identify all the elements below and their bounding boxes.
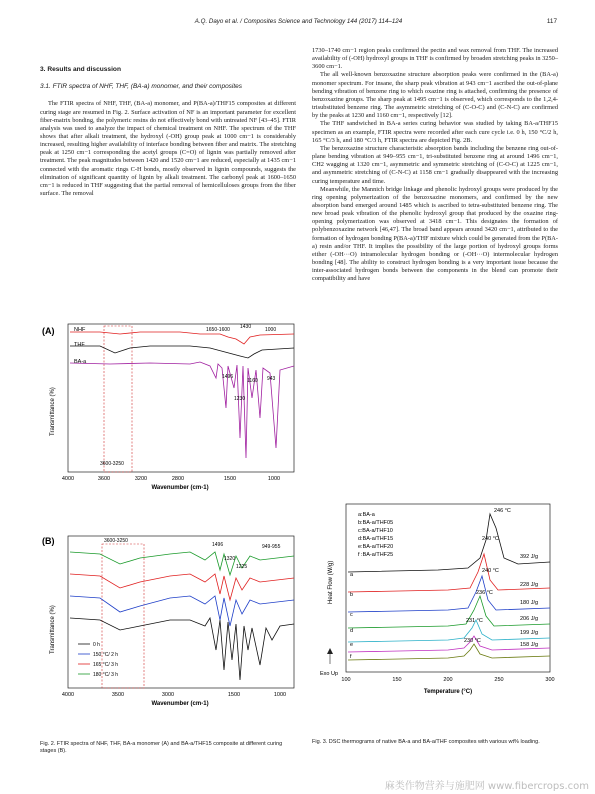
peak-label: 943: [267, 376, 276, 382]
region-box: [104, 326, 132, 472]
ftir-figure-b: [40, 530, 300, 708]
x-axis-label: Wavenumber (cm-1): [151, 701, 209, 707]
section-heading: 3. Results and discussion: [40, 66, 121, 73]
spectrum-0h: [70, 618, 294, 680]
x-tick: 4000: [61, 692, 75, 698]
enthalpy-label: 392 J/g: [520, 554, 539, 560]
running-title: A.Q. Dayo et al. / Composites Science and Technology 144 (2017) 114–124: [194, 18, 403, 25]
page-number: 117: [546, 18, 557, 25]
peak-label: 1650-1600: [206, 327, 230, 333]
x-tick: 3200: [134, 476, 148, 482]
panel-label: (A): [42, 326, 55, 336]
peak-label: 230 °C: [464, 638, 481, 644]
x-tick: 200: [443, 677, 453, 683]
peak-label: 1225: [236, 564, 248, 570]
y-axis-label: Transmittance (%): [50, 387, 56, 436]
spectrum-180c: [70, 552, 294, 575]
region-label: 3600-3250: [104, 538, 128, 544]
x-tick: 1000: [267, 476, 281, 482]
label-nhf: NHF: [74, 327, 86, 333]
x-tick: 100: [341, 677, 351, 683]
curve-letter: b: [350, 592, 354, 598]
baa-spectrum: [70, 362, 294, 458]
peak-label: 1496: [212, 542, 224, 548]
label-baa: BA-a: [74, 359, 87, 365]
curve-letter: c: [350, 612, 353, 618]
peak-label: 246 °C: [494, 508, 511, 514]
figure-2-caption: Fig. 2. FTIR spectra of NHF, THF, BA-a monomer (A) and BA-a/THF15 composite at different curing stages (B).: [40, 741, 283, 754]
legend-entry: b:BA-a/THF05: [358, 520, 394, 526]
x-tick: 300: [545, 677, 555, 683]
legend-entry: c:BA-a/THF10: [358, 528, 393, 534]
x-axis-label: Temperature (°C): [423, 689, 473, 695]
figure-3-caption: Fig. 3. DSC thermograms of native BA-a and BA-a/THF composites with various wt% loading.: [312, 739, 540, 745]
enthalpy-label: 228 J/g: [520, 582, 539, 588]
x-tick: 1000: [273, 692, 287, 698]
watermark: 麻类作物营养与施肥网 www.fibercrops.com: [384, 781, 589, 792]
x-tick: 1500: [223, 476, 237, 482]
legend-entry: 180 °C/ 3 h: [93, 672, 119, 678]
dsc-figure: [318, 500, 566, 705]
paragraph: The benzoxazine structure characteristic absorption bands including the benzene ring out-of-plane bending vibration at 949–955 cm−1, tri-substituted benzene ring at around 1496 cm−1, CH2 wagging at 1320 cm−1, asymmetric and symmetric stretching of (C-O-C) at 1225 cm−1, and asymmetric stretching of (C-N-C) at 1158 cm−1 gradually disappeared with the increasing curing temperature and time.: [312, 144, 558, 185]
nhf-spectrum: [70, 332, 294, 344]
panel-label: (B): [42, 536, 55, 546]
paragraph: The THF sandwiched in BA-a series curing behavior was studied by taking BA-a/THF15 specimen as an example, FTIR spectra were recorded after each cure cycle i.e. 0 h, 150 °C/2 h, 165 °C/3 h, and 180 °C/3 h, FTIR spectra are depicted Fig. 2B.: [312, 120, 558, 144]
peak-label: 1320: [224, 556, 236, 562]
x-tick: 3600: [97, 476, 111, 482]
region-label: 3600-3250: [100, 461, 124, 467]
subsection-heading: 3.1. FTIR spectra of NHF, THF, (BA-a) monomer, and their composites: [40, 83, 243, 91]
x-tick: 4000: [61, 476, 75, 482]
paragraph: The FTIR spectra of NHF, THF, (BA-a) monomer, and P(BA-a)/THF15 composites at different curing stage are resumed in Fig. 2. Surface activation of NF is an important parameter for excellent fiber-matrix bonding, the polymeric resins do not effectively bond with untreated NF [43–45]. FTIR analysis was used to analyze the impact of chemical treatment on NHF. The spectrum of the THF shows that after alkali treatment, the hydroxyl (-OH) group peak at 1000 cm−1 is considerably increased, resulting higher availability of interface bonding between fiber and matrix. The stretching peak at 1250 cm−1 corresponding the acetyl groups (C=O) of lignin was partially removed after treatment. The peak magnitudes between 1420 and 1520 cm−1 are reduced, especially at 1435 cm−1 connected with the aromatic rings C-H bonds, mostly observed in lignin compounds, suggests the elimination of significant quantity of lignin by alkali treatment. The carbonyl peak at 1600–1650 cm−1 is reduced in THF suggesting that the partial removal of hemicelluloses groups from the fiber surface. The removal: [40, 100, 296, 198]
enthalpy-label: 180 J/g: [520, 600, 539, 606]
left-column: [40, 66, 296, 198]
y-axis-label: Heat Flow (W/g): [328, 560, 334, 604]
peak-label: 1430: [240, 324, 252, 330]
x-tick: 3500: [111, 692, 125, 698]
x-axis-label: Wavenumber (cm-1): [151, 485, 209, 491]
curve-letter: a: [350, 572, 354, 578]
x-tick: 2800: [171, 476, 185, 482]
peak-label: 1496: [222, 374, 234, 380]
curve-letter: e: [350, 642, 354, 648]
legend-entry: d:BA-a/THF15: [358, 536, 394, 542]
legend: [78, 642, 118, 678]
peak-label: 231 °C: [466, 618, 483, 624]
legend-entry: 150 °C/ 2 h: [93, 652, 119, 658]
ftir-figure-a: [40, 318, 300, 492]
x-tick: 250: [494, 677, 504, 683]
right-column: [312, 47, 558, 284]
label-thf: THF: [74, 342, 85, 348]
peak-label: 1160: [247, 378, 258, 384]
enthalpy-label: 206 J/g: [520, 616, 539, 622]
legend: [358, 512, 393, 558]
peak-label: 949-955: [262, 544, 281, 550]
spectrum-165c: [70, 574, 294, 600]
enthalpy-label: 158 J/g: [520, 642, 539, 648]
exo-up-label: Exo Up: [320, 671, 339, 677]
x-tick: 3000: [161, 692, 175, 698]
peak-label: 236 °C: [476, 590, 493, 596]
x-tick: 1500: [227, 692, 241, 698]
peak-label: 1000: [265, 327, 277, 333]
enthalpy-label: 199 J/g: [520, 630, 539, 636]
peak-label: 240 °C: [482, 536, 499, 542]
y-axis-label: Transmittance (%): [50, 605, 56, 654]
legend-entry: a:BA-a: [358, 512, 375, 518]
paragraph: 1730–1740 cm−1 region peaks confirmed the pectin and wax removal from THF. The increased availability of (-OH) hydroxyl groups in THF is confirmed by broaden stretching peaks in 3250–3600 cm−1.: [312, 47, 558, 71]
peak-label: 1230: [234, 396, 246, 402]
curve-letter: f: [350, 654, 352, 660]
peak-label: 240 °C: [482, 568, 499, 574]
legend-entry: 0 h: [93, 642, 100, 648]
paragraph: The all well-known benzoxazine structure absorption peaks were confirmed in the (BA-a) monomer spectrum. For insane, the sharp peak vibration at 943 cm−1 ascribed the out-of-plane bending vibration of benzene ring to which oxazine ring is attached, confirming the presence of benzoxazine groups. The sharp peak at 1495 cm−1 is observed, which corresponds to the 1,2,4-trisubstituted benzene ring. The asymmetric stretching of (C-O-C) and (C-N-C) are confirmed by the peaks at 1230 and 1160 cm−1, respectively [12].: [312, 71, 558, 120]
curve-letter: d: [350, 628, 354, 634]
thf-spectrum: [70, 346, 294, 358]
x-tick: 150: [392, 677, 402, 683]
legend-entry: e:BA-a/THF20: [358, 544, 394, 550]
exo-up-indicator: [327, 648, 333, 664]
legend-entry: 165 °C/ 3 h: [93, 662, 119, 668]
legend-entry: f :BA-a/THF25: [358, 552, 394, 558]
paragraph: Meanwhile, the Mannich bridge linkage and phenolic hydroxyl groups were produced by the ring opening polymerization of the benzoxazine monomers, and confirmed by the new absorption band emerged around 1485 which is ascribed to tetra-substituted benzene ring. The new broad peak vibration of the phenolic hydroxyl group that produced by the oxazine ring-opening polymerization was observed at 3418 cm−1. This designates the formation of polybenzoxazine network [46,47]. The broad band appears around 3420 cm−1, attributed to the formation of hydrogen bonding P(BA-a)/THF mixture which could be generated from the P(BA-a) resin and/or THF. It implies the possibility of the large portion of hydroxyl groups forms either (-OH···O) intramolecular hydrogen bonding or (-OH···O) intermolecular hydrogen bonding [48]. The ability to construct hydrogen bonding is a very important issue because the inter-associated hydrogen bonds between the components in the blend can promote their compatibility and have: [312, 185, 558, 283]
